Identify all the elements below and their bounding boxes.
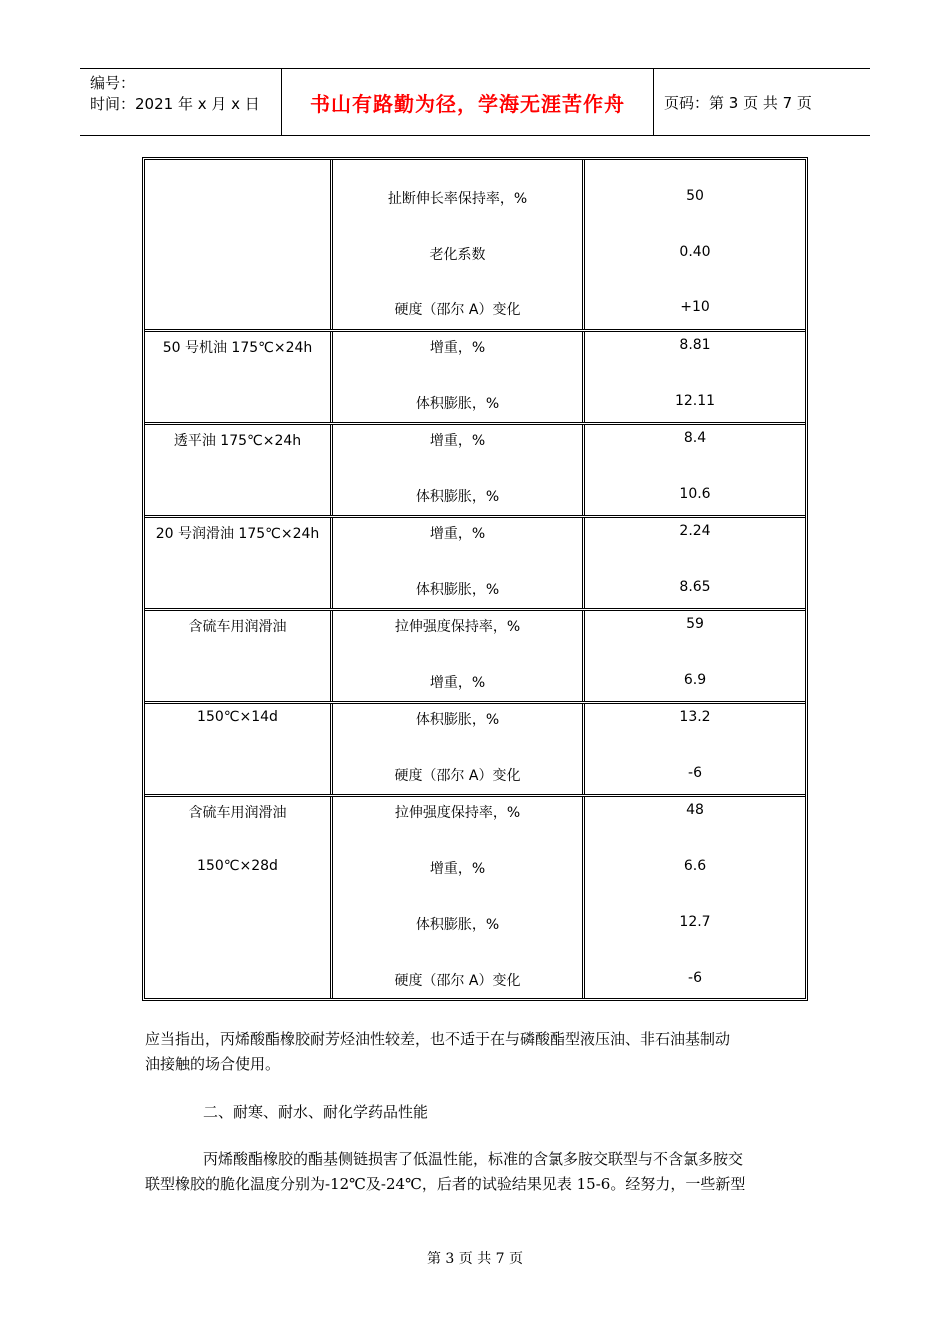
value-text: 6.9: [683, 672, 707, 688]
item-label: 硬度（邵尔 A）变化: [394, 973, 521, 989]
document-number-label: 编号：: [90, 74, 136, 92]
condition-cell: [145, 160, 333, 329]
item-cell: [333, 704, 585, 794]
body-paragraph-line: 油接触的场合使用。: [145, 1055, 281, 1073]
value-text: 12.11: [674, 393, 716, 409]
table-row: [145, 160, 805, 332]
item-label: 扯断伸长率保持率，%: [387, 191, 528, 207]
condition-cell: [145, 425, 333, 515]
condition-cell: [145, 332, 333, 422]
item-label: 体积膨胀，%: [415, 712, 500, 728]
condition-cell: [145, 518, 333, 608]
body-paragraph-line: 应当指出，丙烯酸酯橡胶耐芳烃油性较差，也不适于在与磷酸酯型液压油、非石油基制动: [145, 1030, 731, 1048]
value-text: 13.2: [679, 709, 711, 725]
item-label: 硬度（邵尔 A）变化: [394, 302, 521, 318]
header-motto: 书山有路勤为径，学海无涯苦作舟: [282, 69, 654, 135]
condition-label: 20 号润滑油 175℃×24h: [155, 526, 320, 542]
item-label: 体积膨胀，%: [415, 396, 500, 412]
value-cell: [585, 425, 805, 515]
page-header: [80, 68, 870, 136]
body-paragraph-line: 丙烯酸酯橡胶的酯基侧链损害了低温性能，标准的含氯多胺交联型与不含氯多胺交: [203, 1150, 744, 1168]
condition-label: 150℃×14d: [197, 709, 278, 725]
value-text: 6.6: [683, 858, 707, 874]
document-time-label: 时间：2021 年 x 月 x 日: [90, 95, 260, 113]
item-label: 老化系数: [429, 247, 486, 263]
value-text: +10: [680, 299, 710, 315]
condition-label: 150℃×28d: [197, 858, 278, 874]
table-row: [145, 332, 805, 425]
item-cell: [333, 611, 585, 701]
condition-cell: [145, 704, 333, 794]
item-label: 增重，%: [429, 675, 486, 691]
item-cell: [333, 518, 585, 608]
condition-cell: [145, 611, 333, 701]
value-cell: [585, 611, 805, 701]
value-text: 10.6: [679, 486, 711, 502]
value-text: 12.7: [679, 914, 711, 930]
value-text: 50: [686, 188, 704, 204]
table-row: [145, 518, 805, 611]
table-row: [145, 611, 805, 704]
value-text: 8.65: [679, 579, 711, 595]
value-cell: [585, 797, 805, 998]
value-cell: [585, 518, 805, 608]
item-label: 体积膨胀，%: [415, 489, 500, 505]
value-cell: [585, 332, 805, 422]
value-text: 0.40: [679, 244, 711, 260]
condition-label: 50 号机油 175℃×24h: [162, 340, 313, 356]
item-label: 增重，%: [429, 861, 486, 877]
item-label: 增重，%: [429, 526, 486, 542]
value-text: -6: [688, 970, 702, 986]
item-label: 拉伸强度保持率，%: [394, 619, 521, 635]
section-heading: 二、耐寒、耐水、耐化学药品性能: [203, 1103, 429, 1121]
value-text: 8.4: [683, 430, 707, 446]
item-label: 体积膨胀，%: [415, 582, 500, 598]
value-text: 59: [686, 616, 704, 632]
page-footer: 第 3 页 共 7 页: [426, 1251, 524, 1267]
oil-resistance-table: [142, 157, 808, 1001]
item-label: 硬度（邵尔 A）变化: [394, 768, 521, 784]
condition-label: 含硫车用润滑油: [188, 619, 287, 635]
header-meta: [80, 69, 282, 135]
item-cell: [333, 160, 585, 329]
table-row: [145, 425, 805, 518]
table-row: [145, 797, 805, 998]
value-cell: [585, 160, 805, 329]
header-page-info: 页码：第 3 页 共 7 页: [664, 93, 812, 112]
value-text: 8.81: [679, 337, 711, 353]
condition-cell: [145, 797, 333, 998]
table-row: [145, 704, 805, 797]
item-cell: [333, 332, 585, 422]
item-label: 增重，%: [429, 340, 486, 356]
item-label: 拉伸强度保持率，%: [394, 805, 521, 821]
condition-label: 含硫车用润滑油: [188, 805, 287, 821]
value-text: 2.24: [679, 523, 711, 539]
item-label: 增重，%: [429, 433, 486, 449]
value-text: 48: [686, 802, 704, 818]
item-label: 体积膨胀，%: [415, 917, 500, 933]
item-cell: [333, 797, 585, 998]
body-paragraph-line: 联型橡胶的脆化温度分别为-12℃及-24℃，后者的试验结果见表 15-6。经努力，一些新型: [145, 1175, 746, 1193]
value-cell: [585, 704, 805, 794]
value-text: -6: [688, 765, 702, 781]
item-cell: [333, 425, 585, 515]
condition-label: 透平油 175℃×24h: [173, 433, 302, 449]
